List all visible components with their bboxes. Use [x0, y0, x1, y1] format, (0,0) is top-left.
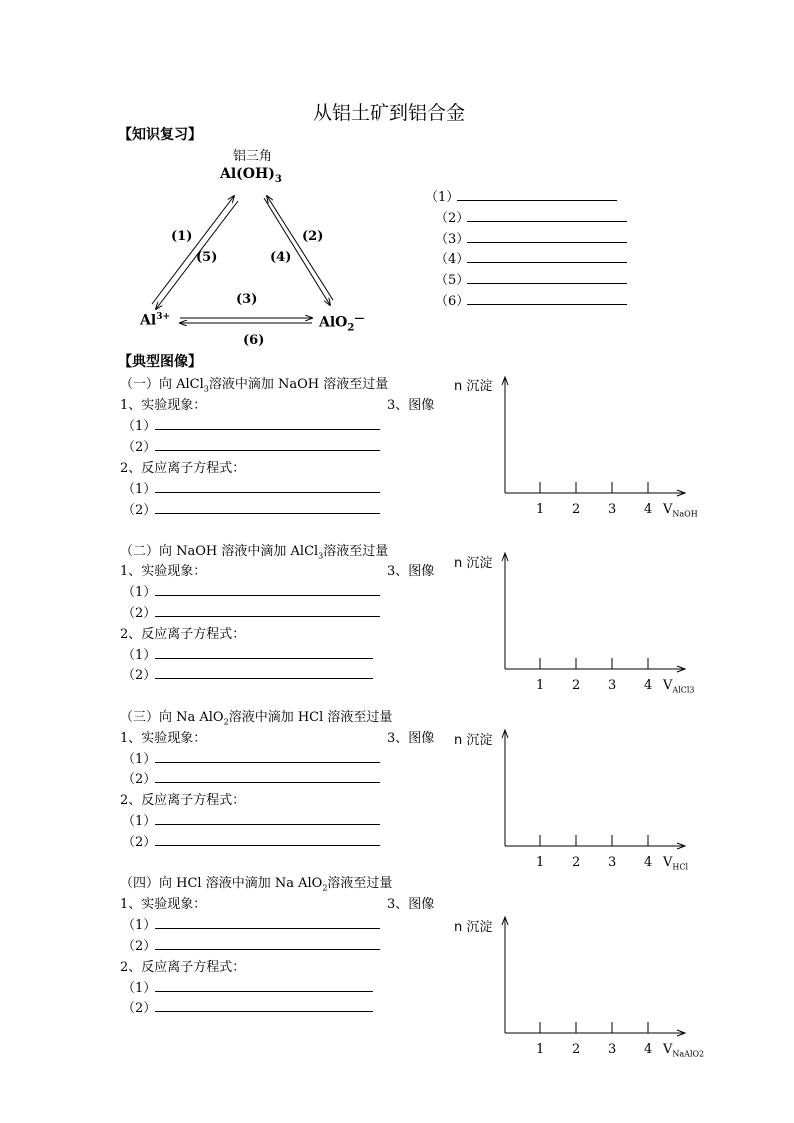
- review-blank-6[interactable]: [467, 304, 627, 305]
- equation-label: 2、反应离子方程式：: [120, 627, 246, 642]
- answer-line[interactable]: [155, 595, 380, 596]
- phenomenon-label: 1、实验现象：: [120, 564, 207, 579]
- item-label: （1）: [122, 981, 157, 996]
- item-label: （2）: [122, 772, 157, 787]
- tick-label: 2: [572, 855, 581, 870]
- answer-line[interactable]: [155, 492, 380, 493]
- graph-ylabel: n 沉淀: [454, 733, 493, 748]
- answer-line[interactable]: [155, 991, 373, 992]
- item-label: （1）: [122, 648, 157, 663]
- graph-xlabel: $V_{HCl}$: [663, 855, 689, 872]
- image-label: 3、图像: [387, 564, 435, 579]
- review-blank-label-5: （5）: [435, 273, 470, 288]
- arrow-1: [152, 196, 234, 304]
- tick-label: 4: [644, 1042, 653, 1057]
- answer-line[interactable]: [155, 678, 373, 679]
- triangle-label: 铝三角: [233, 149, 273, 164]
- edge-label-2: (2): [302, 229, 324, 244]
- item-label: （2）: [122, 1001, 157, 1016]
- section-1-heading: （一）向 AlCl$_3$溶液中滴加 NaOH 溶液至过量: [120, 377, 389, 394]
- item-label: （1）: [122, 814, 157, 829]
- tick-label: 3: [608, 678, 617, 693]
- equation-label: 2、反应离子方程式：: [120, 793, 246, 808]
- item-label: （2）: [122, 503, 157, 518]
- item-label: （1）: [122, 419, 157, 434]
- tick-label: 3: [608, 855, 617, 870]
- answer-line[interactable]: [155, 762, 380, 763]
- answer-line[interactable]: [155, 450, 380, 451]
- image-label: 3、图像: [387, 731, 435, 746]
- phenomenon-label: 1、实验现象：: [120, 897, 207, 912]
- node-aloh3: $Al(OH)_3$: [220, 166, 282, 185]
- item-label: （1）: [122, 752, 157, 767]
- review-blank-label-3: （3）: [435, 232, 470, 247]
- tick-label: 3: [608, 502, 617, 517]
- graph-ylabel: n 沉淀: [454, 556, 493, 571]
- answer-line[interactable]: [155, 658, 373, 659]
- graph-axes: [498, 914, 698, 1044]
- phenomenon-label: 1、实验现象：: [120, 731, 207, 746]
- tick-label: 1: [536, 1042, 545, 1057]
- tick-label: 3: [608, 1042, 617, 1057]
- tick-label: 2: [572, 1042, 581, 1057]
- tick-label: 4: [644, 855, 653, 870]
- answer-line[interactable]: [155, 928, 380, 929]
- answer-line[interactable]: [155, 1011, 373, 1012]
- item-label: （2）: [122, 668, 157, 683]
- graph-axes: [498, 550, 698, 680]
- graph-ylabel: n 沉淀: [454, 920, 493, 935]
- review-blank-label-2: （2）: [435, 211, 470, 226]
- graph-ylabel: n 沉淀: [454, 379, 493, 394]
- item-label: （1）: [122, 482, 157, 497]
- review-blank-label-1: （1）: [425, 190, 460, 205]
- review-blank-1[interactable]: [457, 200, 617, 201]
- image-label: 3、图像: [387, 398, 435, 413]
- equation-label: 2、反应离子方程式：: [120, 461, 246, 476]
- item-label: （1）: [122, 918, 157, 933]
- edge-label-6: (6): [243, 333, 265, 348]
- edge-label-1: (1): [171, 229, 193, 244]
- answer-line[interactable]: [155, 429, 380, 430]
- review-blank-5[interactable]: [467, 283, 627, 284]
- review-blank-4[interactable]: [467, 262, 627, 263]
- item-label: （2）: [122, 939, 157, 954]
- review-blank-label-6: （6）: [435, 294, 470, 309]
- edge-label-3: (3): [236, 292, 258, 307]
- tick-label: 1: [536, 855, 545, 870]
- tick-label: 1: [536, 678, 545, 693]
- answer-line[interactable]: [155, 782, 380, 783]
- page-title: 从铝土矿到铝合金: [313, 102, 466, 124]
- typical-header: 【典型图像】: [118, 354, 202, 370]
- review-blank-2[interactable]: [467, 221, 627, 222]
- tick-label: 4: [644, 502, 653, 517]
- section-4-heading: （四）向 HCl 溶液中滴加 Na AlO$_2$溶液至过量: [120, 876, 393, 893]
- review-blank-label-4: （4）: [435, 252, 470, 267]
- node-alo2minus: AlO$_2$—: [319, 313, 365, 334]
- tick-label: 4: [644, 678, 653, 693]
- answer-line[interactable]: [155, 824, 380, 825]
- section-3-heading: （三）向 Na AlO$_2$溶液中滴加 HCl 溶液至过量: [120, 710, 393, 727]
- edge-label-4: (4): [270, 250, 292, 265]
- graph-axes: [498, 374, 698, 504]
- graph-xlabel: $V_{AlCl3}$: [663, 678, 695, 695]
- graph-xlabel: $V_{NaOH}$: [663, 502, 698, 519]
- equation-label: 2、反应离子方程式：: [120, 960, 246, 975]
- answer-line[interactable]: [155, 513, 380, 514]
- tick-label: 2: [572, 678, 581, 693]
- review-blank-3[interactable]: [467, 242, 627, 243]
- item-label: （2）: [122, 835, 157, 850]
- section-2-heading: （二）向 NaOH 溶液中滴加 AlCl$_3$溶液至过量: [120, 544, 389, 561]
- answer-line[interactable]: [155, 949, 380, 950]
- answer-line[interactable]: [155, 616, 380, 617]
- arrow-4: [267, 196, 333, 300]
- item-label: （2）: [122, 440, 157, 455]
- phenomenon-label: 1、实验现象：: [120, 398, 207, 413]
- tick-label: 1: [536, 502, 545, 517]
- answer-line[interactable]: [155, 845, 380, 846]
- graph-axes: [498, 727, 698, 857]
- item-label: （1）: [122, 585, 157, 600]
- item-label: （2）: [122, 606, 157, 621]
- graph-xlabel: $V_{NaAlO2}$: [663, 1042, 705, 1059]
- node-al3plus: $Al^{3+}$: [140, 312, 170, 329]
- edge-label-5: (5): [196, 250, 218, 265]
- tick-label: 2: [572, 502, 581, 517]
- image-label: 3、图像: [387, 897, 435, 912]
- review-header: 【知识复习】: [118, 127, 202, 143]
